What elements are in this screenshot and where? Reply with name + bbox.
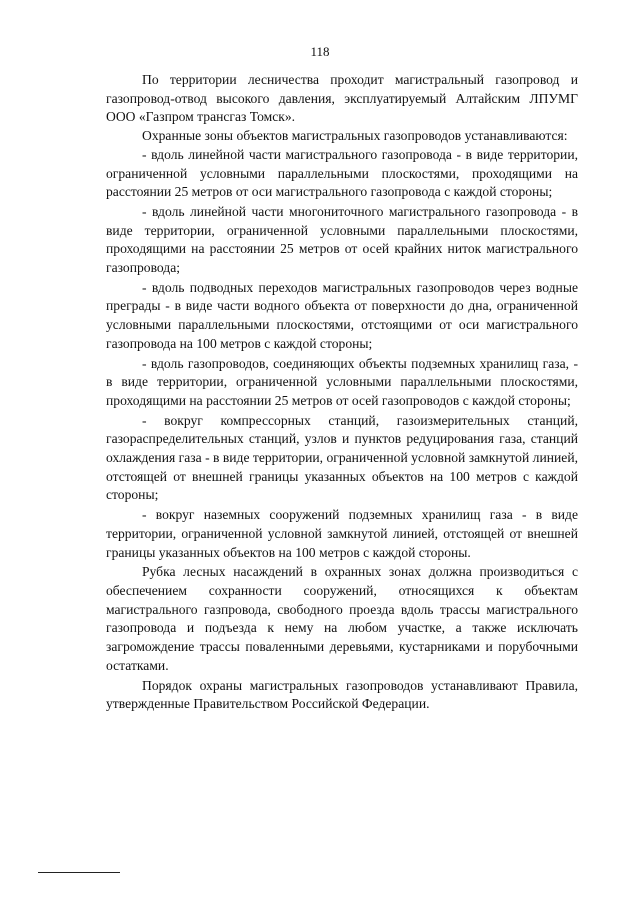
- list-item: - вдоль подводных переходов магистральных газопроводов через водные преграды - в виде части водного объекта от поверхности до дна, ограниченной условными параллельными плоскостями, отстоящими от оси магистрального газопровода на 100 метров с каждой стороны;: [106, 279, 578, 351]
- paragraph: Охранные зоны объектов магистральных газопроводов устанавливаются:: [142, 128, 568, 144]
- list-item: - вокруг наземных сооружений подземных хранилищ газа - в виде территории, ограниченной условной замкнутой линией, отстоящей от внешней границы указанных объектов на 100 метров с каждой стороны.: [106, 507, 578, 560]
- list-item: - вдоль газопроводов, соединяющих объекты подземных хранилищ газа, - в виде территории, ограниченной условными параллельными плоскостями, проходящими на расстоянии 25 метров от осей газопроводов с каждой стороны;: [106, 355, 578, 408]
- page-number: 118: [310, 44, 330, 59]
- page-body: [106, 71, 578, 714]
- paragraph: Порядок охраны магистральных газопроводов устанавливают Правила, утвержденные Правительством Российской Федерации.: [106, 677, 578, 712]
- paragraph: По территории лесничества проходит магистральный газопровод и газопровод-отвод высокого давления, эксплуатируемый Алтайским ЛПУМГ ООО «Газпром трансгаз Томск».: [106, 72, 578, 125]
- footnote-separator: [38, 872, 120, 873]
- list-item: - вокруг компрессорных станций, газоизмерительных станций, газораспределительных станций, узлов и пунктов редуцирования газа, станций охлаждения газа - в виде территории, ограниченной условной замкнутой линией, отстоящей от внешней границы указанных объектов на 100 метров с каждой стороны;: [106, 412, 578, 503]
- paragraph: Рубка лесных насаждений в охранных зонах должна производиться с обеспечением сохранности сооружений, относящихся к объектам магистрального газпровода, свободного проезда вдоль трассы магистрального газопровода и подъезда к нему на любом участке, а также исключать загромождение трассы поваленными деревьями, кустарниками и порубочными остатками.: [106, 564, 578, 673]
- list-item: - вдоль линейной части магистрального газопровода - в виде территории, ограниченной условными параллельными плоскостями, проходящими на расстоянии 25 метров от оси магистрального газопровода с каждой стороны;: [106, 146, 578, 200]
- list-item: - вдоль линейной части многониточного магистрального газопровода - в виде территории, ограниченной условными параллельными плоскостями, проходящими на расстоянии 25 метров от осей крайних ниток магистрального газопровода;: [106, 203, 578, 276]
